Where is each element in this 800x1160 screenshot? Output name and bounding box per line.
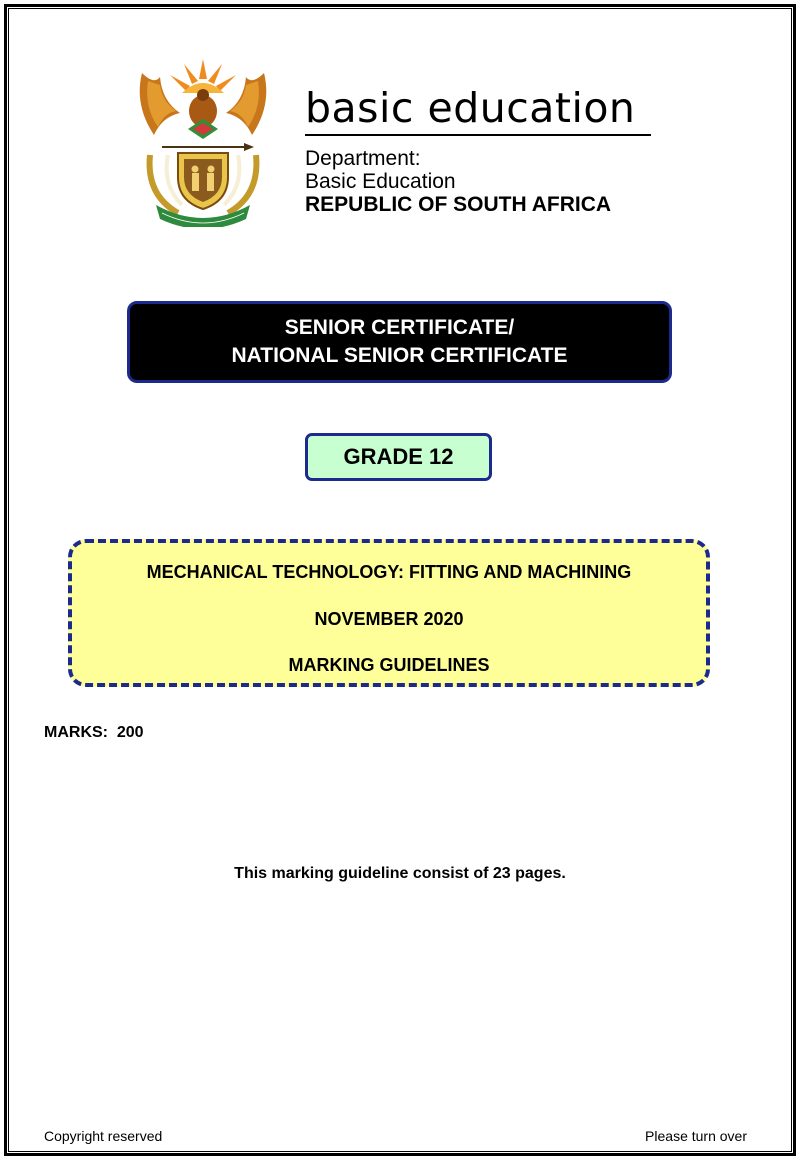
- department-label: Department:: [305, 147, 421, 170]
- exam-session: NOVEMBER 2020: [314, 609, 464, 629]
- footer-copyright: Copyright reserved: [44, 1128, 163, 1144]
- country-name: REPUBLIC OF SOUTH AFRICA: [305, 193, 612, 216]
- department-heading: [305, 84, 665, 216]
- document-type: MARKING GUIDELINES: [288, 655, 490, 675]
- subject-panel: [68, 539, 710, 687]
- total-marks: MARKS: 200: [44, 724, 144, 741]
- certificate-banner: [127, 301, 672, 383]
- certificate-line-2: NATIONAL SENIOR CERTIFICATE: [231, 344, 568, 367]
- brand-wordmark: basic education: [305, 84, 636, 132]
- page-count-note: This marking guideline consist of 23 pages.: [234, 865, 566, 882]
- footer-turn-over: Please turn over: [645, 1128, 747, 1144]
- certificate-line-1: SENIOR CERTIFICATE/: [284, 316, 515, 339]
- department-name: Basic Education: [305, 170, 456, 193]
- coat-of-arms-logo: [132, 55, 274, 227]
- brand-underline: [305, 134, 651, 136]
- grade-badge: GRADE 12: [305, 433, 492, 481]
- subject-title: MECHANICAL TECHNOLOGY: FITTING AND MACHINING: [146, 562, 632, 582]
